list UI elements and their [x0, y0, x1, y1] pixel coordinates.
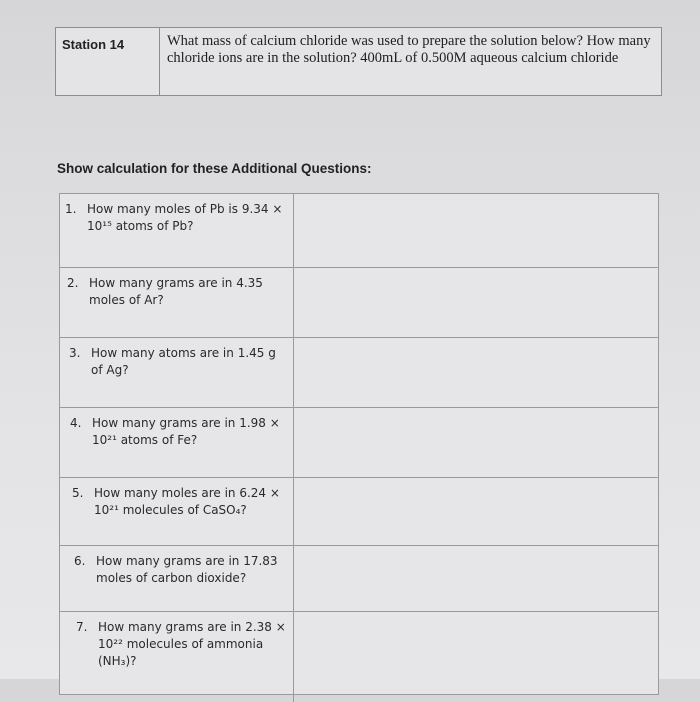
answer-cell[interactable] — [294, 194, 658, 267]
question-number: 4. — [70, 416, 82, 430]
answer-cell[interactable] — [294, 612, 658, 702]
answer-cell[interactable] — [294, 478, 658, 545]
question-cell — [60, 478, 294, 545]
answer-cell[interactable] — [294, 268, 658, 337]
question-number: 2. — [67, 276, 79, 290]
question-body: How many grams are in 4.35 moles of Ar? — [89, 276, 263, 307]
question-body: How many atoms are in 1.45 g of Ag? — [91, 346, 276, 377]
question-cell — [60, 268, 294, 337]
station-table — [55, 27, 662, 96]
question-number: 1. — [65, 202, 77, 216]
question-row-2 — [60, 268, 658, 338]
question-row-7 — [60, 612, 658, 702]
question-row-1 — [60, 194, 658, 268]
question-body: How many moles of Pb is 9.34 × 10¹⁵ atoms of Pb? — [87, 202, 283, 233]
station-question: What mass of calcium chloride was used to prepare the solution below? How many chloride ions are in the solution? 400mL of 0.500M aqueous calcium chloride — [167, 33, 651, 66]
station-label: Station 14 — [62, 37, 125, 52]
question-row-5 — [60, 478, 658, 546]
answer-cell[interactable] — [294, 408, 658, 477]
question-cell — [60, 408, 294, 477]
question-number: 6. — [74, 554, 86, 568]
question-row-3 — [60, 338, 658, 408]
question-cell — [60, 546, 294, 611]
question-cell — [60, 612, 294, 702]
answer-cell[interactable] — [294, 546, 658, 611]
section-heading: Show calculation for these Additional Questions: — [57, 161, 372, 176]
question-body: How many grams are in 17.83 moles of carbon dioxide? — [96, 554, 278, 585]
question-body: How many grams are in 1.98 × 10²¹ atoms of Fe? — [92, 416, 280, 447]
question-number: 3. — [69, 346, 81, 360]
station-label-cell — [56, 28, 160, 95]
question-row-4 — [60, 408, 658, 478]
question-body: How many moles are in 6.24 × 10²¹ molecules of CaSO₄? — [94, 486, 280, 517]
questions-table — [59, 193, 659, 695]
question-cell — [60, 194, 294, 267]
question-row-6 — [60, 546, 658, 612]
question-body: How many grams are in 2.38 × 10²² molecules of ammonia (NH₃)? — [98, 620, 286, 668]
question-number: 5. — [72, 486, 84, 500]
question-number: 7. — [76, 620, 88, 634]
answer-cell[interactable] — [294, 338, 658, 407]
question-cell — [60, 338, 294, 407]
station-question-cell — [160, 28, 661, 95]
